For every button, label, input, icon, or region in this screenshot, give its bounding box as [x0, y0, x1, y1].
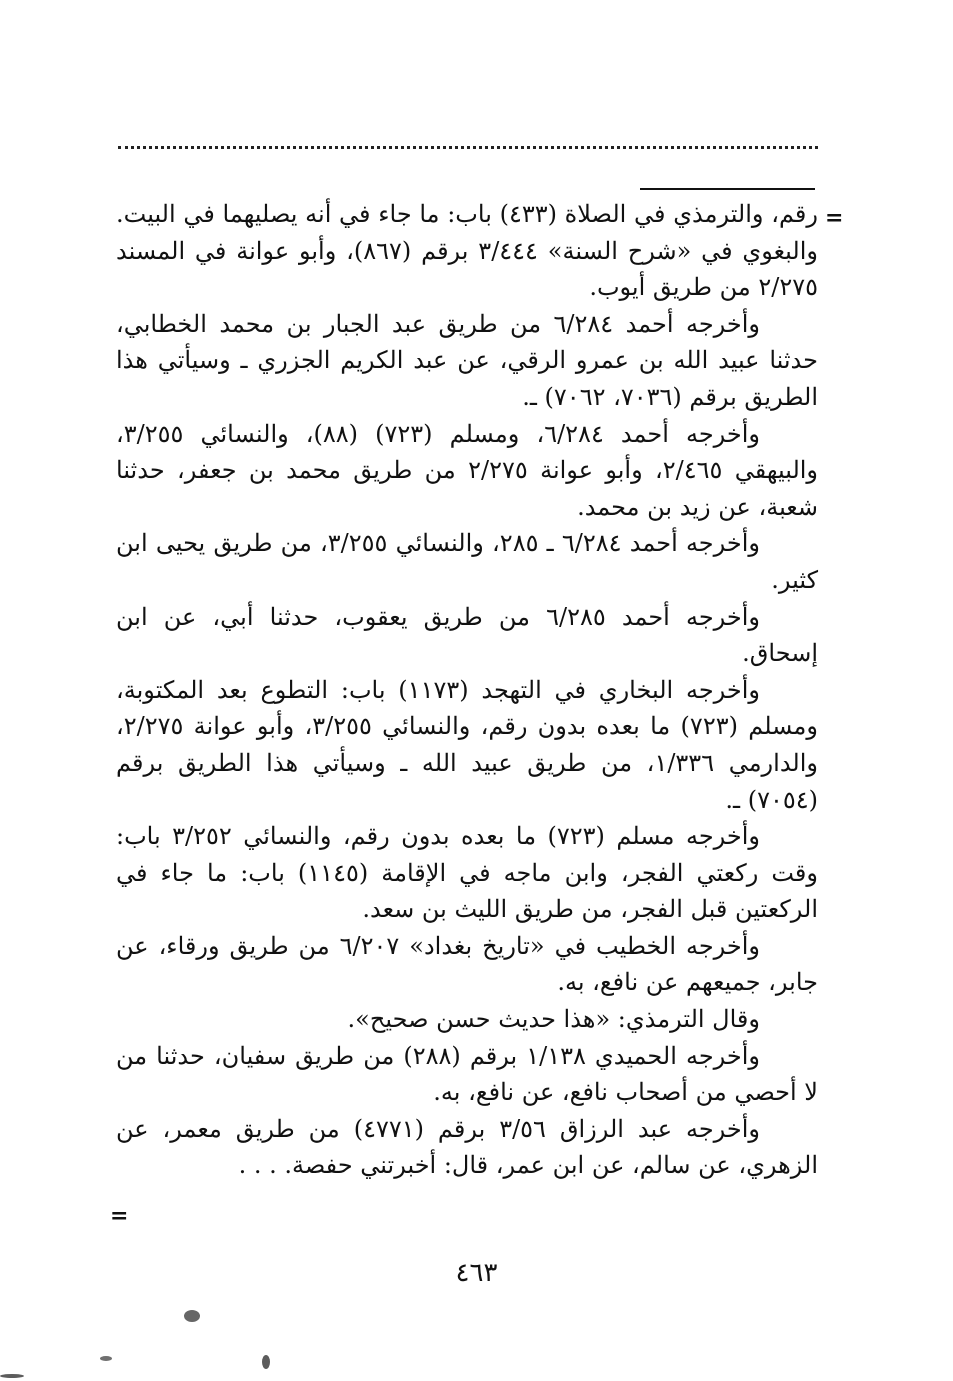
footnote-paragraph-3: وأخرجه أحمد ٦/٢٨٤، ومسلم (٧٢٣) (٨٨)، والنسائي ٣/٢٥٥، والبيهقي ٢/٤٦٥، وأبو عوانة ٢/٢٧٥ من طريق محمد بن جعفر، حدثنا شعبة، عن زيد بن محمد. [116, 419, 819, 521]
footnote-paragraph-6: وأخرجه البخاري في التهجد (١١٧٣) باب: التطوع بعد المكتوبة، ومسلم (٧٢٣) ما بعده بدون رقم، والنسائي ٣/٢٥٥، وأبو عوانة ٢/٢٧٥، والدارمي ١/٣٣٦، من طريق عبيد الله ـ وسيأتي هذا الطريق برقم (٧٠٥٤) ـ. [116, 675, 818, 814]
footnote-rule [640, 188, 815, 190]
footnotes [116, 196, 818, 1184]
scan-smudge [184, 1310, 200, 1322]
footnote-paragraph-8: وأخرجه الخطيب في «تاريخ بغداد» ٦/٢٠٧ من طريق ورقاء، عن جابر، جميعهم عن نافع، به. [116, 931, 818, 997]
footnote-paragraph-2: وأخرجه أحمد ٦/٢٨٤ من طريق عبد الجبار بن محمد الخطابي، حدثنا عبيد الله بن عمرو الرقي، عن عبد الكريم الجزري ـ وسيأتي هذا الطريق برقم (٧٠٣٦، ٧٠٦٢) ـ. [116, 309, 818, 411]
scan-smudge [262, 1355, 270, 1369]
dotted-separator [118, 132, 818, 149]
footnote-paragraph-10: وأخرجه الحميدي ١/١٣٨ برقم (٢٨٨) من طريق سفيان، حدثنا من لا أحصي من أصحاب نافع، عن نافع، به. [116, 1041, 818, 1107]
scan-smudge [100, 1356, 112, 1361]
footnote-paragraph-9: وقال الترمذي: «هذا حديث حسن صحيح». [347, 1005, 760, 1034]
scan-smudge [0, 1374, 24, 1378]
footnote-paragraph-1: رقم، والترمذي في الصلاة (٤٣٣) باب: ما جاء في أنه يصليهما في البيت. والبغوي في «شرح السنة» ٣/٤٤٤ برقم (٨٦٧)، وأبو عوانة في المسند ٢/٢٧٥ من طريق أيوب. [116, 200, 818, 302]
page-number: ٤٦٣ [455, 1258, 498, 1288]
continuation-mark-top: = [825, 205, 844, 231]
footnote-paragraph-5: وأخرجه أحمد ٦/٢٨٥ من طريق يعقوب، حدثنا أبي، عن ابن إسحاق. [116, 602, 818, 668]
continuation-mark-bottom: = [110, 1203, 129, 1229]
footnote-paragraph-7: وأخرجه مسلم (٧٢٣) ما بعده بدون رقم، والنسائي ٣/٢٥٢ باب: وقت ركعتي الفجر، وابن ماجه في الإقامة (١١٤٥) باب: ما جاء في الركعتين قبل الفجر، من طريق الليث بن سعد. [116, 822, 818, 924]
footnote-paragraph-4: وأخرجه أحمد ٦/٢٨٤ ـ ٢٨٥، والنسائي ٣/٢٥٥، من طريق يحيى ابن كثير. [116, 529, 818, 594]
footnote-paragraph-11: وأخرجه عبد الرزاق ٣/٥٦ برقم (٤٧٧١) من طريق معمر، عن الزهري، عن سالم، عن ابن عمر، قال: أخبرتني حفصة. . . . [116, 1114, 818, 1180]
